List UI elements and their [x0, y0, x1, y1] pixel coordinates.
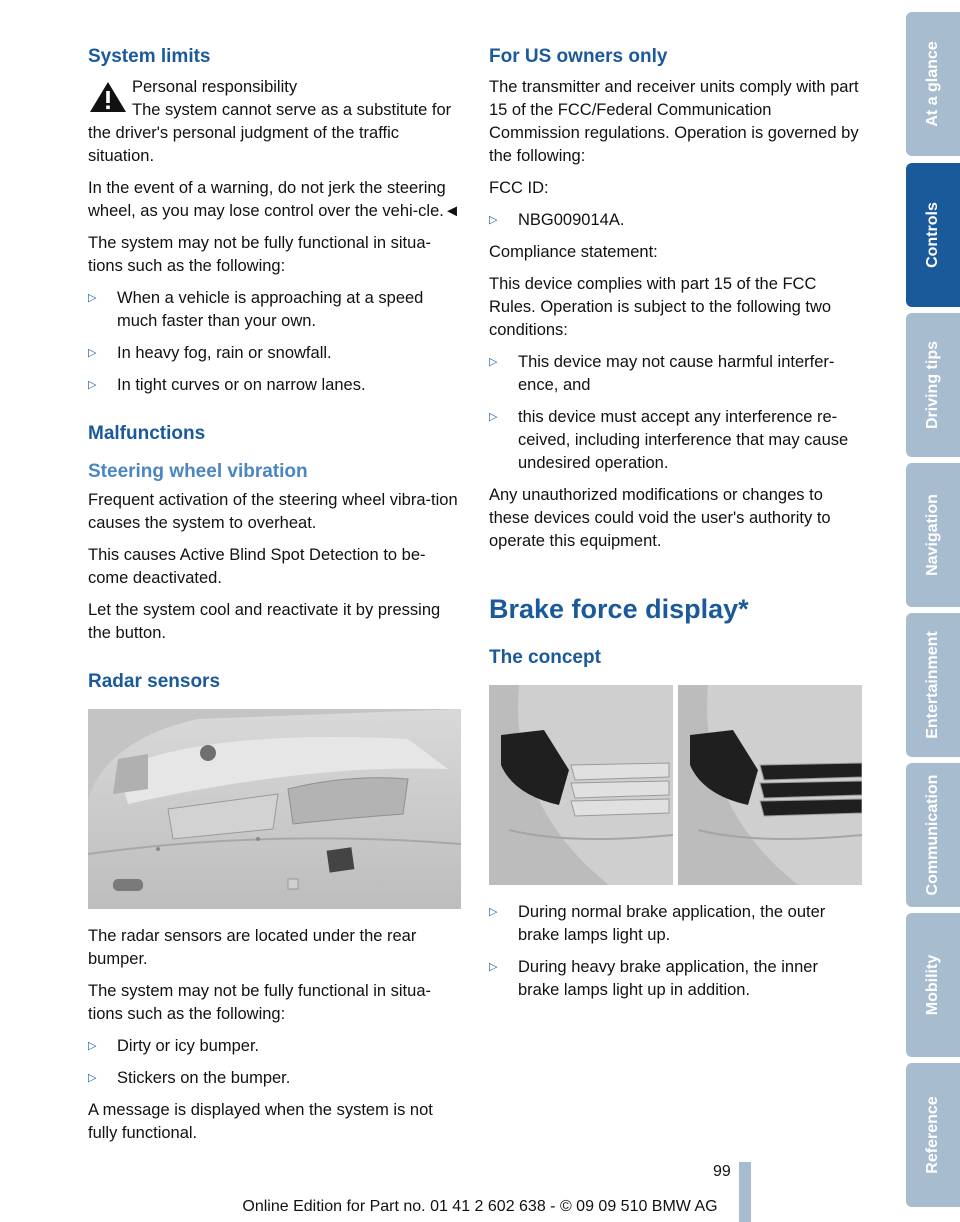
list-item-text: When a vehicle is approaching at a speed much faster than your own. — [117, 289, 424, 330]
tab-mobility[interactable] — [906, 913, 960, 1057]
bullet-triangle-icon: ▷ — [489, 961, 498, 973]
limits-list — [88, 287, 461, 397]
bullet-triangle-icon: ▷ — [489, 356, 498, 368]
left-column — [88, 44, 461, 1154]
radar-p2: The system may not be fully functional in situa-tions such as the following: — [88, 982, 431, 1023]
malfunctions-p1: Frequent activation of the steering wheel vibra-tion causes the system to overheat. — [88, 491, 458, 532]
warning-text: The system cannot serve as a substitute for the driver's personal judgment of the traffic situation. — [88, 101, 452, 165]
list-item-text: During normal brake application, the outer brake lamps light up. — [518, 903, 826, 944]
limits-intro: The system may not be fully functional in situa-tions such as the following: — [88, 234, 431, 275]
malfunctions-p2: This causes Active Blind Spot Detection to be-come deactivated. — [88, 546, 426, 587]
tab-label: Controls — [924, 202, 941, 268]
tab-entertainment[interactable] — [906, 613, 960, 757]
concept-heading: The concept — [489, 647, 601, 668]
tab-controls[interactable] — [906, 163, 960, 307]
list-item-text: Stickers on the bumper. — [117, 1069, 291, 1087]
system-limits-heading: System limits — [88, 46, 211, 67]
radar-p3: A message is displayed when the system is not fully functional. — [88, 1101, 433, 1142]
bullet-triangle-icon: ▷ — [88, 1072, 97, 1084]
radar-p1: The radar sensors are located under the rear bumper. — [88, 927, 417, 968]
bullet-triangle-icon: ▷ — [88, 347, 97, 359]
warning-title: Personal responsibility — [132, 78, 298, 96]
list-item — [88, 342, 461, 365]
tab-label: Driving tips — [924, 340, 941, 430]
right-column — [489, 44, 862, 1011]
footer: Online Edition for Part no. 01 41 2 602 638 - © 09 09 510 BMW AG — [242, 1198, 718, 1215]
brake-lamp-normal — [489, 685, 673, 885]
malfunctions-p3: Let the system cool and reactivate it by pressing the button. — [88, 601, 441, 642]
brake-lamp-heavy — [678, 685, 862, 885]
list-item — [489, 901, 862, 947]
malfunctions-heading: Malfunctions — [88, 423, 206, 444]
compliance-label: Compliance statement: — [489, 243, 658, 261]
tab-label: Mobility — [924, 954, 941, 1016]
list-item — [88, 1035, 461, 1058]
warning-triangle-icon — [88, 80, 128, 114]
warning-text-2: In the event of a warning, do not jerk the steering wheel, as you may lose control over the vehi-cle.◄ — [88, 179, 461, 220]
fcc-list — [489, 209, 862, 232]
compliance-text: This device complies with part 15 of the FCC Rules. Operation is subject to the following two conditions: — [489, 275, 832, 339]
bullet-triangle-icon: ▷ — [489, 411, 498, 423]
steering-vibration-heading: Steering wheel vibration — [88, 461, 308, 482]
conditions-list — [489, 351, 862, 475]
tab-label: At a glance — [924, 41, 941, 127]
brake-lamp-illustration — [489, 685, 862, 885]
bullet-triangle-icon: ▷ — [88, 292, 97, 304]
bullet-triangle-icon: ▷ — [489, 214, 498, 226]
list-item — [489, 406, 862, 475]
list-item-text: During heavy brake application, the inner brake lamps light up in addition. — [518, 958, 818, 999]
list-item — [88, 287, 461, 333]
bullet-triangle-icon: ▷ — [489, 906, 498, 918]
tab-label: Reference — [924, 1096, 941, 1174]
tab-label: Navigation — [924, 494, 941, 576]
brake-force-heading: Brake force display* — [489, 594, 749, 624]
tab-communication[interactable] — [906, 763, 960, 907]
tab-driving-tips[interactable] — [906, 313, 960, 457]
bullet-triangle-icon: ▷ — [88, 1040, 97, 1052]
list-item-text: This device may not cause harmful interfer-ence, and — [518, 353, 835, 394]
tab-navigation[interactable] — [906, 463, 960, 607]
list-item-text: In heavy fog, rain or snowfall. — [117, 344, 332, 362]
list-item-text: this device must accept any interference re-ceived, including interference that may cause undesired operation. — [518, 408, 849, 472]
tab-label: Entertainment — [924, 631, 941, 739]
list-item — [88, 374, 461, 397]
us-owners-p1: The transmitter and receiver units comply with part 15 of the FCC/Federal Communication Commission regulations. Operation is governed by the following: — [489, 78, 859, 165]
list-item — [489, 209, 862, 232]
tab-reference[interactable] — [906, 1063, 960, 1207]
list-item — [489, 956, 862, 1002]
us-owners-last: Any unauthorized modifications or changes to these devices could void the user's authority to operate this equipment. — [489, 486, 831, 550]
bullet-triangle-icon: ▷ — [88, 379, 97, 391]
list-item — [489, 351, 862, 397]
fcc-label: FCC ID: — [489, 179, 549, 197]
list-item-text: In tight curves or on narrow lanes. — [117, 376, 366, 394]
list-item-text: Dirty or icy bumper. — [117, 1037, 260, 1055]
tab-at-a-glance[interactable] — [906, 12, 960, 156]
radar-sensors-heading: Radar sensors — [88, 671, 221, 692]
tab-label: Communication — [924, 774, 941, 896]
us-owners-heading: For US owners only — [489, 46, 668, 67]
list-item — [88, 1067, 461, 1090]
page-number: 99 — [713, 1163, 731, 1180]
chapter-tabs — [906, 0, 960, 1222]
list-item-text: NBG009014A. — [518, 211, 625, 229]
radar-sensor-illustration — [88, 709, 461, 909]
warning-block — [88, 76, 461, 168]
brake-list — [489, 901, 862, 1002]
radar-list — [88, 1035, 461, 1090]
